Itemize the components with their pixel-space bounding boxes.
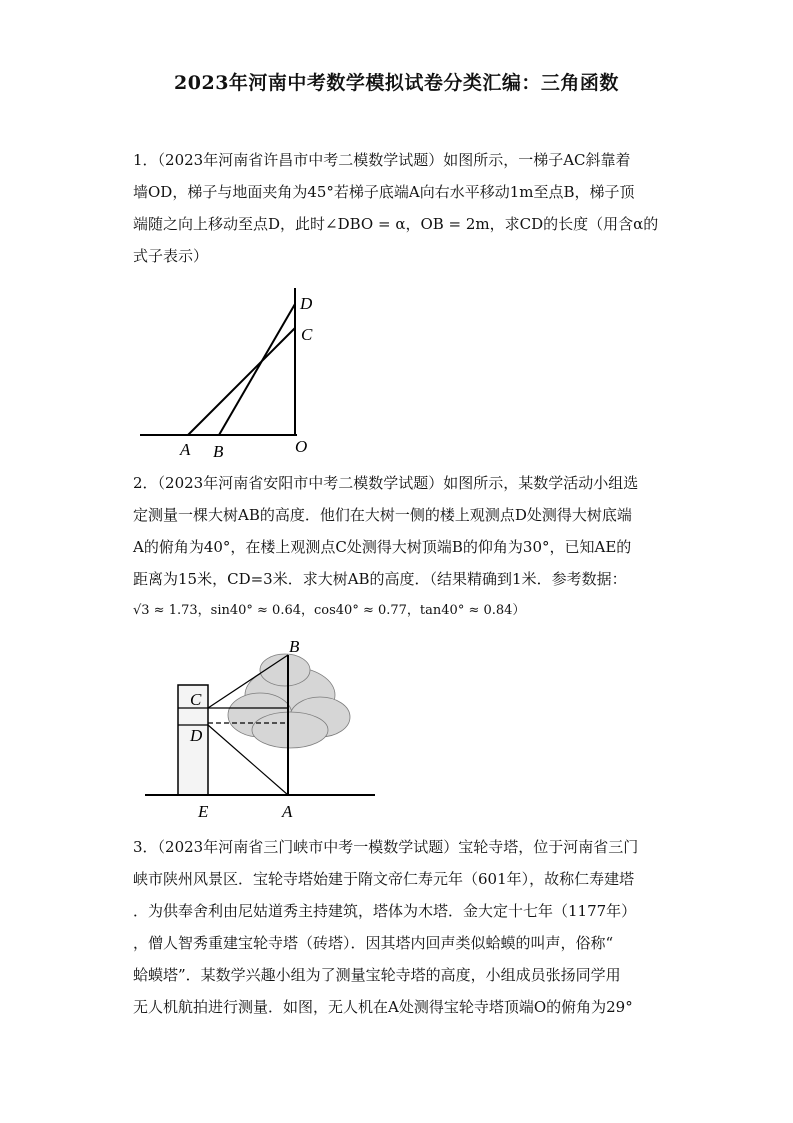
label-A: A bbox=[282, 802, 293, 821]
label-C: C bbox=[190, 690, 202, 709]
problem-3-line-3: ．为供奉舍利由尼姑道秀主持建筑，塔体为木塔．金大定十七年（1177年） bbox=[133, 902, 637, 920]
problem-2-line-5: √3 ≈ 1.73，sin40° ≈ 0.64，cos40° ≈ 0.77，tan40° ≈ 0.84） bbox=[133, 603, 526, 618]
ladder-figure bbox=[135, 280, 335, 460]
tree-figure bbox=[140, 635, 380, 825]
problem-2-line-3: A的俯角为40°，在楼上观测点C处测得大树顶端B的仰角为30°，已知AE的 bbox=[133, 538, 632, 556]
problem-2-line-2: 定测量一棵大树AB的高度．他们在大树一侧的楼上观测点D处测得大树底端 bbox=[133, 506, 632, 524]
problem-1-line-3: 端随之向上移动至点D，此时∠DBO = α，OB = 2m，求CD的长度（用含α的 bbox=[133, 215, 659, 233]
problem-2-line-1: 2．（2023年河南省安阳市中考二模数学试题）如图所示，某数学活动小组选 bbox=[133, 474, 639, 492]
problem-1-line-1: 1．（2023年河南省许昌市中考二模数学试题）如图所示，一梯子AC斜靠着 bbox=[133, 151, 631, 169]
problem-3-line-6: 无人机航拍进行测量．如图，无人机在A处测得宝轮寺塔顶端O的俯角为29° bbox=[133, 998, 633, 1016]
problem-3-line-4: ，僧人智秀重建宝轮寺塔（砖塔）．因其塔内回声类似蛤蟆的叫声，俗称“ bbox=[133, 934, 614, 952]
label-D: D bbox=[190, 726, 203, 745]
problem-3-line-5: 蛤蟆塔”．某数学兴趣小组为了测量宝轮寺塔的高度，小组成员张扬同学用 bbox=[133, 966, 621, 984]
problem-3-line-1: 3．（2023年河南省三门峡市中考一模数学试题）宝轮寺塔，位于河南省三门 bbox=[133, 838, 639, 856]
problem-1-line-4: 式子表示） bbox=[133, 247, 209, 265]
label-D: D bbox=[300, 294, 313, 313]
page-title: 2023年河南中考数学模拟试卷分类汇编：三角函数 bbox=[174, 72, 619, 94]
problem-2 bbox=[133, 467, 673, 627]
label-E: E bbox=[198, 802, 209, 821]
ladder-BD bbox=[219, 304, 295, 435]
label-B: B bbox=[213, 442, 224, 461]
ladder-AC bbox=[188, 328, 295, 435]
label-C: C bbox=[301, 325, 313, 344]
label-O: O bbox=[295, 437, 308, 456]
problem-1 bbox=[133, 144, 673, 272]
problem-3 bbox=[133, 831, 673, 1023]
problem-2-line-4: 距离为15米，CD=3米．求大树AB的高度．（结果精确到1米．参考数据： bbox=[133, 570, 627, 588]
problem-3-line-2: 峡市陕州风景区．宝轮寺塔始建于隋文帝仁寿元年（601年），故称仁寿建塔 bbox=[133, 870, 635, 888]
label-B: B bbox=[289, 637, 300, 656]
problem-1-line-2: 墙OD，梯子与地面夹角为45°若梯子底端A向右水平移动1m至点B，梯子顶 bbox=[133, 183, 635, 201]
label-A: A bbox=[180, 440, 191, 459]
